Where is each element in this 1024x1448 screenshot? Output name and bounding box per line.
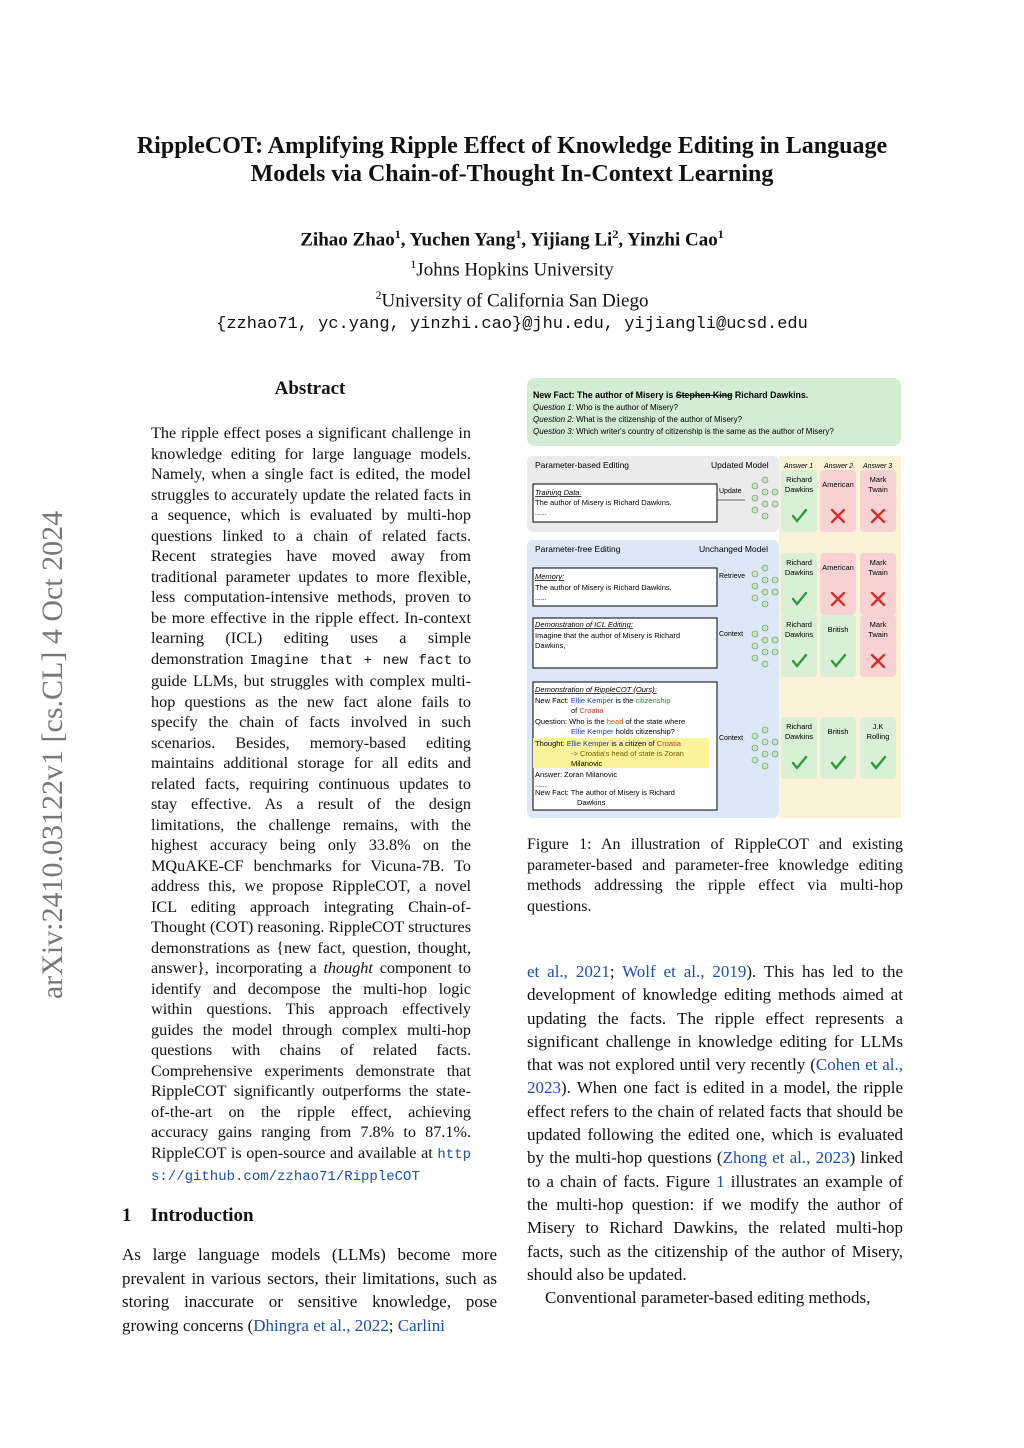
- icl-title: Demonstration of ICL Editing:: [535, 620, 633, 629]
- author-name: Yuchen Yang: [409, 229, 516, 251]
- answer-text: Dawkins: [784, 732, 814, 741]
- citation-link[interactable]: Cohen et al.,: [815, 1055, 903, 1075]
- rc-answer: Answer: Zoran Milanovic: [535, 770, 618, 779]
- body-text: ). This has led to the development of knowledge editing methods aimed at updating the facts. The ripple effect represents a significant challenge in knowledge editing for LLMs that was not explored until very recently (: [527, 962, 904, 1075]
- arxiv-stamp-text[interactable]: arXiv:2410.03122v1 [cs.CL] 4 Oct 2024: [36, 510, 69, 1000]
- rc-question: Question: Who is the head of the state where: [535, 717, 686, 726]
- question-2: Question 2: What is the citizenship of the author of Misery?: [533, 415, 743, 424]
- rc-thought-2: -> Croatia's head of state is Zoran: [571, 749, 684, 758]
- new-fact-line: New Fact: The author of Misery is Stephen King Richard Dawkins.: [533, 390, 809, 400]
- section-heading: [122, 1205, 254, 1227]
- citation-link[interactable]: et al.,: [527, 962, 568, 981]
- author-name: Zihao Zhao: [300, 229, 395, 251]
- repo-link[interactable]: https://github.com/zzhao71/RippleCOT: [151, 1146, 472, 1185]
- answer-text: Rolling: [866, 732, 890, 741]
- memory-text: The author of Misery is Richard Dawkins.: [535, 583, 672, 592]
- unchanged-model-label: Unchanged Model: [699, 544, 768, 554]
- answer-text: Richard: [786, 558, 812, 567]
- answer-header: Answer 3: [863, 463, 893, 470]
- answer-text: British: [827, 727, 849, 736]
- abstract-emphasis: thought: [323, 959, 373, 977]
- title-line-2: Models via Chain-of-Thought In-Context Learning: [250, 161, 774, 187]
- section-number: 1: [122, 1205, 132, 1226]
- affiliation-1: [100, 252, 924, 282]
- rc-newfact-2: of Croatia: [571, 706, 604, 715]
- affil-sup: 1: [410, 257, 417, 272]
- author-sup: 2: [612, 227, 619, 241]
- title-line-1: RippleCOT: Amplifying Ripple Effect of Knowledge Editing in Language: [136, 133, 888, 159]
- answer-text: Dawkins: [784, 630, 814, 639]
- citation-link[interactable]: Dhingra et al.,: [253, 1315, 351, 1335]
- answer-text: Twain: [868, 630, 888, 639]
- citation-year-link[interactable]: 2019: [712, 962, 747, 981]
- rc-newfact2-b: Dawkins: [577, 798, 606, 807]
- answer-header: Answer 2: [824, 463, 854, 470]
- context-label: Context: [719, 631, 744, 638]
- training-data-text: The author of Misery is Richard Dawkins.: [535, 498, 672, 507]
- body-text: illustrates an example of the multi-hop question: if we modify the author of Misery to Richard Dawkins, the related multi-hop facts, such as the citizenship of the author of Misery, should also be updated.: [527, 1171, 904, 1284]
- answer-header: Answer 1: [784, 463, 814, 470]
- update-label: Update: [719, 488, 742, 495]
- author-name: Yijiang Li: [530, 229, 613, 251]
- answer-text: Mark: [869, 558, 887, 567]
- citation-year-link[interactable]: 2023: [815, 1148, 850, 1168]
- icl-text: Imagine that the author of Misery is Richard: [535, 631, 681, 640]
- answer-text: American: [822, 480, 854, 489]
- question-1: Question 1: Who is the author of Misery?: [533, 403, 678, 412]
- answer-text: Richard: [786, 475, 812, 484]
- context-label: Context: [719, 735, 744, 742]
- body-paragraph-2: Conventional parameter-based editing methods,: [545, 1288, 871, 1308]
- author-sup: 1: [515, 227, 522, 241]
- caption-label: Figure 1:: [527, 836, 592, 853]
- ripplecot-title: Demonstration of RippleCOT (Ours):: [535, 685, 657, 694]
- figure-caption: [527, 835, 903, 917]
- answer-text: J.K: [872, 722, 884, 731]
- param-based-label: Parameter-based Editing: [535, 460, 630, 470]
- author-name: Yinzhi Cao: [627, 229, 718, 251]
- answer-text: Richard: [786, 722, 812, 731]
- author-names: Zihao Zhao$^1$, Yuchen Yang$^1$, Yijiang Li$^2$, Yinzhi Cao$^1$: [300, 227, 724, 251]
- author-sup: 1: [717, 227, 724, 241]
- memory-title: Memory:: [535, 572, 565, 581]
- affil-text: Johns Hopkins University: [416, 259, 614, 281]
- abstract-title: Abstract: [274, 378, 346, 399]
- rc-thought-3: Milanovic: [571, 759, 603, 768]
- caption-text: An illustration of RippleCOT and existing parameter-based and parameter-free knowledge editing methods addressing the ripple effect via multi-hop questions.: [527, 836, 903, 915]
- answer-text: Mark: [869, 475, 887, 484]
- abstract-code: Imagine that + new fact: [249, 652, 453, 669]
- author-block: [100, 222, 924, 337]
- section-title: Introduction: [150, 1205, 254, 1226]
- rc-newfact2: New Fact: The author of Misery is Richard: [535, 788, 675, 797]
- citation-year-link[interactable]: 2021: [575, 962, 610, 981]
- author-emails: {zzhao71, yc.yang, yinzhi.cao}@jhu.edu, yijiangli@ucsd.edu: [216, 314, 808, 334]
- figure-1: [527, 378, 901, 818]
- citation-year-link[interactable]: 2022: [354, 1315, 389, 1335]
- answer-text: Mark: [869, 620, 887, 629]
- ellipsis: ......: [535, 510, 547, 517]
- author-sup: 1: [394, 227, 401, 241]
- intro-text: As large language models (LLMs) become more prevalent in various sectors, their limitations, such as storing inaccurate or sensitive knowledge, pose growing concerns (: [122, 1245, 497, 1335]
- ellipsis: ......: [535, 595, 547, 602]
- answer-text: Richard: [786, 620, 812, 629]
- paper-title: [100, 132, 924, 188]
- answer-text: British: [827, 625, 849, 634]
- abstract-text: to guide LLMs, but struggles with complex multi-hop questions as the new fact alone fails to specify the chain of facts involved in such scenarios. Besides, memory-based editing maintains additional storage for all edits and related facts, requiring continuous updates to stay effective. As a result of the design limitations, the challenge remains, with the highest accuracy being only 33.8% on the MQuAKE-CF benchmarks for Vicuna-7B. To address this, we propose RippleCOT, a novel ICL editing approach integrating Chain-of-Thought (COT) reasoning. RippleCOT structures demonstrations as {new fact, question, thought, answer}, incorporating a: [151, 649, 472, 977]
- icl-text-2: Dawkins,: [535, 641, 566, 650]
- answer-cells: [781, 470, 896, 779]
- right-column-text: et al., 2021; Wolf et al., 2019). This has led to the development of knowledge editing methods aimed at updating the facts. The ripple effect represents a significant challenge in knowledge editing for LLMs that was not explored until very recently (Cohen et al., 2023). When one fact is edited in a model, the ripple effect refers to the chain of related facts that should be updated following the edited one, which is evaluated by the multi-hop questions (Zhong et al., 2023) linked to a chain of facts. Figure 1 illustrates an example of the multi-hop question: if we modify the author of Misery to Richard Dawkins, the related multi-hop facts, such as the citizenship of the author of Misery, should also be updated. Conventional parameter-based editing methods,: [527, 960, 903, 1309]
- figure-1-svg: [527, 378, 901, 818]
- rc-question-2: Ellie Kemper holds citizenship?: [571, 727, 675, 736]
- citation-link[interactable]: Zhong et al.,: [722, 1148, 811, 1168]
- abstract-body: [151, 423, 471, 1188]
- answer-text: Dawkins: [784, 485, 814, 494]
- training-data-title: Training Data:: [535, 488, 582, 497]
- intro-paragraph: As large language models (LLMs) become more prevalent in various sectors, their limitations, such as storing inaccurate or sensitive knowledge, pose growing concerns (Dhingra et al., 2022; Carlini: [122, 1245, 497, 1335]
- affil-text: University of California San Diego: [381, 289, 649, 311]
- body-text: ). When one fact is edited in a model, the ripple effect refers to the chain of related facts that should be updated following the edited one, which is evaluated by the multi-hop questions (: [527, 1078, 903, 1168]
- answer-text: Twain: [868, 485, 888, 494]
- answer-text: Twain: [868, 568, 888, 577]
- answer-text: American: [822, 563, 854, 572]
- citation-year-link[interactable]: 2023: [527, 1078, 561, 1098]
- arxiv-stamp: [18, 470, 88, 1040]
- figure-ref-link[interactable]: 1: [716, 1171, 725, 1191]
- citation-link[interactable]: Carlini: [397, 1315, 445, 1335]
- question-3: Question 3: Which writer's country of citizenship is the same as the author of Misery?: [533, 427, 834, 436]
- updated-model-label: Updated Model: [711, 460, 769, 470]
- affil-sup: 2: [375, 287, 382, 302]
- retrieve-label: Retrieve: [719, 573, 746, 580]
- rc-thought: Thought: Ellie Kemper is a citizen of Croatia: [535, 739, 681, 748]
- rc-newfact: New Fact: Ellie Kemper is the citizenship: [535, 696, 671, 705]
- affiliation-2: [100, 283, 924, 313]
- abstract-text: The ripple effect poses a significant challenge in knowledge editing for large language models. Namely, when a single fact is edited, the model struggles to accurately update the related facts in a sequence, which is evaluated by multi-hop questions linked to a chain of related facts. Recent strategies have moved away from traditional parameter updates to more flexible, less computation-intensive methods, proven to be more effective in the ripple effect. In-context learning (ICL) editing uses a simple demonstration: [151, 424, 471, 668]
- abstract-text: component to identify and decompose the multi-hop logic within questions. This approach effectively guides the model through complex multi-hop questions with chains of related facts. Comprehensive experiments demonstrate that RippleCOT significantly outperforms the state-of-the-art on the ripple effect, achieving accuracy gains ranging from 7.8% to 87.1%. RippleCOT is open-source and available at: [151, 959, 472, 1162]
- ellipsis: ......: [535, 782, 547, 789]
- answer-text: Dawkins: [784, 568, 814, 577]
- param-free-label: Parameter-free Editing: [535, 544, 621, 554]
- body-text: ) linked to a chain of facts. Figure: [527, 1148, 904, 1191]
- citation-link[interactable]: Wolf et al.,: [622, 962, 705, 981]
